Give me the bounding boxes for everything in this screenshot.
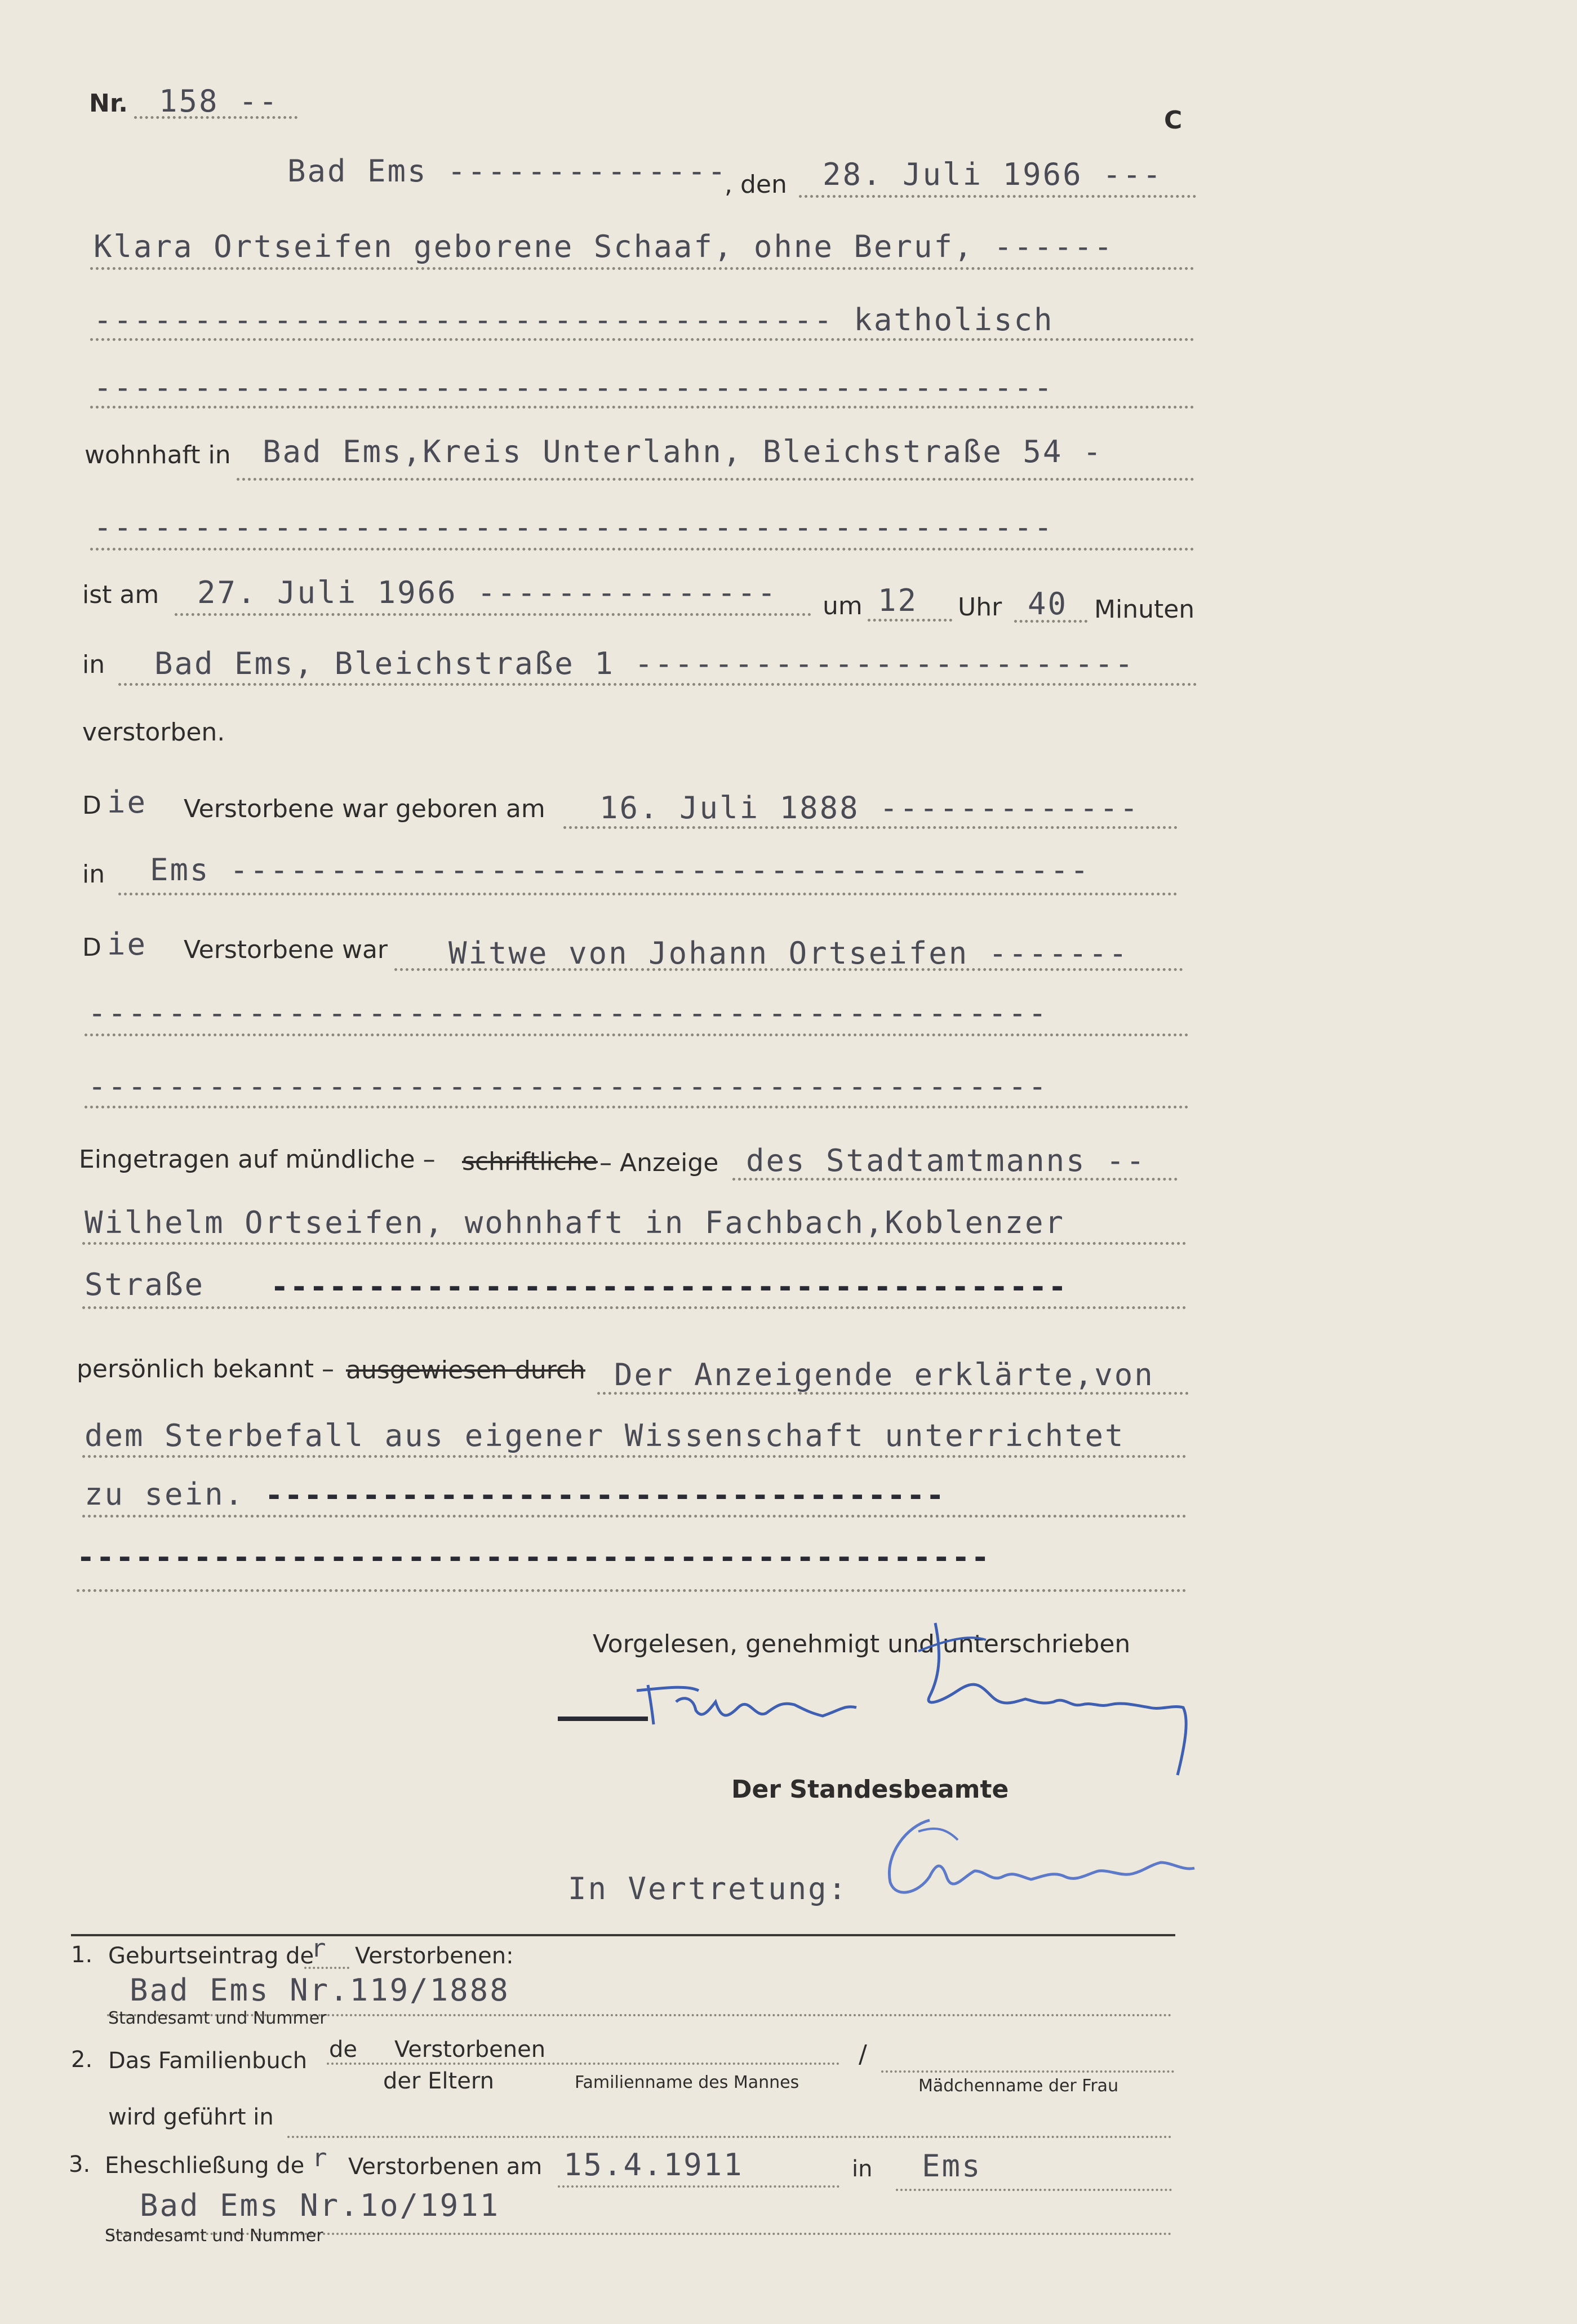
death-hour: 12 [878,583,918,618]
dotted-line [558,2185,839,2188]
nr-value: 158 -- [159,83,279,119]
dotted-line [90,338,1194,341]
identity-value-2: dem Sterbefall aus eigener Wissenschaft unterrichtet [85,1418,1125,1453]
den-label: , den [725,170,787,199]
nr-label: Nr. [89,89,128,118]
dotted-line [327,2063,839,2065]
identity-label-strike: ausgewiesen durch [346,1356,585,1385]
item1-value: Bad Ems Nr.119/1888 [130,1972,510,2008]
item3-value: Bad Ems Nr.1o/1911 [140,2188,500,2223]
verstorben-label: verstorben. [82,718,225,747]
dotted-line [237,478,1194,481]
item2-sub-1: Familienname des Mannes [575,2073,799,2092]
status-die-typed: ie [107,926,148,962]
dotted-line [77,1589,1187,1592]
residence-value: Bad Ems,Kreis Unterlahn, Bleichstraße 54 - [263,434,1103,469]
uhr-label: Uhr [958,593,1002,622]
item1-label-a: Geburtseintrag de [108,1943,314,1969]
dotted-line [82,1515,1187,1518]
report-value-3-dashes: ----------------------------------------- [270,1269,1068,1305]
birth-date: 16. Juli 1888 ------------- [599,790,1140,826]
dotted-line [82,1455,1187,1458]
item3-date: 15.4.1911 [563,2147,744,2183]
dotted-line [896,2189,1172,2191]
item2-slash: / [859,2040,867,2069]
item3-sub: Standesamt und Nummer [105,2226,323,2246]
item1-sub: Standesamt und Nummer [108,2008,327,2028]
identity-label-a: persönlich bekannt – [77,1355,335,1383]
item2-number: 2. [71,2047,93,2073]
dotted-line [1014,620,1087,623]
registrar-label: Der Standesbeamte [731,1775,1009,1804]
item3-number: 3. [69,2152,91,2177]
place-value: Bad Ems -------------- [287,153,728,189]
status-line-2: ------------------------------------------------ [88,995,1049,1031]
dotted-line [118,893,1178,895]
report-value-1: des Stadtamtmanns -- [746,1143,1147,1178]
status-die-prefix: D [82,933,101,962]
report-label-b: – Anzeige [599,1148,719,1177]
birth-label: Verstorbene war geboren am [184,795,545,823]
death-date: 27. Juli 1966 --------------- [197,575,778,610]
birth-in-label: in [82,860,105,889]
item3-label-a: Eheschließung de [105,2153,305,2179]
item1-typed: r [311,1934,328,1963]
item2-eltern: der Eltern [383,2068,494,2094]
item1-number: 1. [71,1942,93,1968]
death-minute: 40 [1028,586,1068,622]
person-line-2: ------------------------------------- katholisch [94,302,1054,338]
section-divider [71,1934,1175,1936]
dotted-line [732,1178,1178,1181]
dotted-line [304,1967,349,1969]
dotted-line [134,116,297,119]
item3-label-b: Verstorbenen am [348,2154,543,2180]
date-value: 28. Juli 1966 --- [823,157,1163,192]
dotted-line [175,613,811,616]
birth-place: Ems ------------------------------------------- [150,852,1091,888]
registrar-signature [868,1809,1217,1910]
report-label-a: Eingetragen auf mündliche – [79,1145,436,1174]
dotted-line [85,1034,1189,1036]
birth-die-typed: ie [107,784,148,820]
dotted-line [868,619,952,622]
residence-label: wohnhaft in [85,441,231,469]
um-label: um [823,592,863,620]
dotted-line [118,683,1197,686]
status-label: Verstorbene war [184,935,388,964]
item3-in-label: in [852,2156,873,2182]
identity-value-3: zu sein. [85,1476,245,1512]
report-value-2: Wilhelm Ortseifen, wohnhaft in Fachbach,Koblenzer [85,1205,1065,1240]
deputy-label: In Vertretung: [568,1871,849,1906]
dotted-line [287,2136,1172,2138]
item2-de: de [329,2037,357,2063]
dotted-line [90,406,1194,409]
dotted-line [85,1106,1189,1108]
dotted-line [394,968,1183,971]
item2-verstorbenen: Verstorbenen [394,2037,546,2063]
ist-am-label: ist am [82,580,159,609]
birth-die-prefix: D [82,791,101,820]
status-value: Witwe von Johann Ortseifen ------- [448,935,1129,971]
dotted-line [563,826,1178,829]
dotted-line [597,1392,1189,1395]
item3-typed: r [312,2144,329,2172]
minuten-label: Minuten [1094,595,1195,624]
report-value-3: Straße [85,1267,205,1302]
status-line-3: ------------------------------------------------ [88,1068,1049,1104]
corner-mark: C [1164,106,1183,135]
identity-value-3-dashes: ----------------------------------- [265,1478,945,1513]
dotted-line [82,1306,1187,1309]
identity-value-1: Der Anzeigende erklärte,von [614,1357,1154,1392]
person-line-1: Klara Ortseifen geborene Schaaf, ohne Beruf, ------ [94,229,1114,264]
item2-wird-label: wird geführt in [108,2104,274,2130]
witness-signature [552,1606,1285,1792]
death-place: Bad Ems, Bleichstraße 1 ------------------------- [154,646,1135,681]
dotted-line [799,195,1196,198]
residence-line-2: ------------------------------------------------ [94,509,1054,545]
item1-label-b: Verstorbenen: [355,1943,514,1969]
dotted-line [90,267,1194,270]
death-in-label: in [82,650,105,679]
person-line-3: ------------------------------------------------ [94,370,1054,405]
dotted-line [90,548,1194,551]
identity-value-4: ----------------------------------------------- [77,1540,991,1575]
item2-sub-2: Mädchenname der Frau [918,2076,1119,2096]
report-label-strike: schriftliche [462,1147,598,1176]
dotted-line [82,1242,1187,1245]
dotted-line [881,2070,1174,2073]
item2-label: Das Familienbuch [108,2048,308,2074]
read-approved-label: Vorgelesen, genehmigt und unterschrieben [593,1630,1131,1658]
item3-place: Ems [922,2148,982,2184]
